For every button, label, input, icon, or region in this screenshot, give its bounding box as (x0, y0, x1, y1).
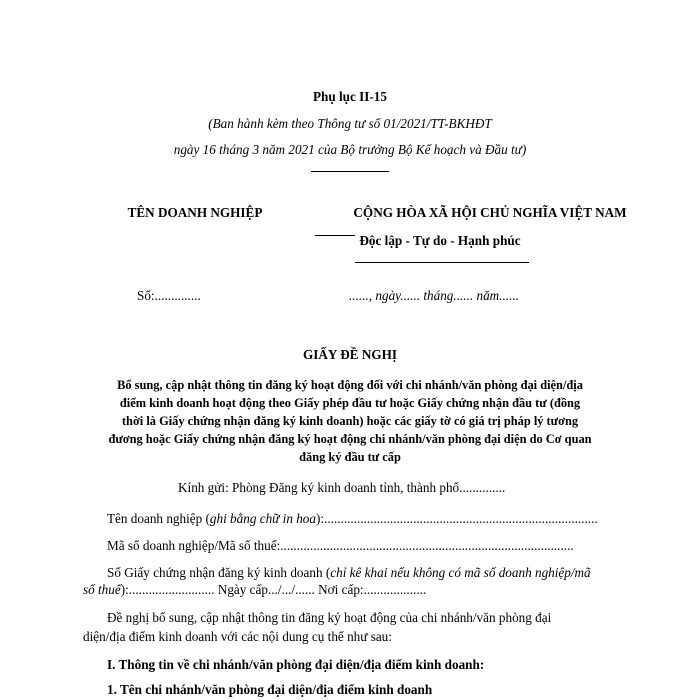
document-number: Số:.............. (137, 288, 201, 303)
date-line: ......, ngày...... tháng...... năm...... (349, 288, 519, 303)
title-sub-line: điểm kinh doanh hoạt động theo Giấy phép đầu tư hoặc Giấy chứng nhận đầu tư (đồng (119, 396, 581, 410)
company-name-label: Tên doanh nghiệp ( (107, 511, 210, 526)
tax-id-field: Mã số doanh nghiệp/Mã số thuế:......................................................................................... (107, 538, 574, 553)
addressee: Kính gửi: Phòng Đăng ký kinh doanh tỉnh, thành phố.............. (178, 480, 506, 495)
request-line-2: diện/địa điểm kinh doanh với các nội dung cụ thể như sau: (83, 629, 392, 644)
document-title: GIẤY ĐỀ NGHỊ (302, 347, 398, 362)
business-cert-field-cont (83, 580, 426, 599)
appendix-title: Phụ lục II-15 (312, 89, 387, 104)
issued-by-line-2: ngày 16 tháng 3 năm 2021 của Bộ trưởng Bộ Kế hoạch và Đầu tư) (173, 142, 527, 157)
title-sub-line: Bổ sung, cập nhật thông tin đăng ký hoạt động đối với chi nhánh/văn phòng đại diện/địa (117, 378, 583, 392)
business-cert-hint-cont: số thuế (83, 582, 121, 597)
header-divider (311, 171, 389, 172)
item-heading: 1. Tên chi nhánh/văn phòng đại diện/địa điểm kinh doanh (107, 682, 433, 697)
motto: Độc lập - Tự do - Hạnh phúc (359, 233, 521, 248)
business-cert-label: Số Giấy chứng nhận đăng ký kinh doanh ( (107, 565, 331, 580)
company-name-dots: ):................................................................................... (316, 511, 598, 526)
business-cert-rest: ):.......................... Ngày cấp.../.../...... Nơi cấp:................... (120, 582, 427, 597)
business-cert-hint: chỉ kê khai nếu không có mã số doanh nghiệp/mã (330, 565, 591, 580)
company-name-field (107, 509, 598, 528)
title-sub-line: đăng ký đầu tư cấp (299, 450, 401, 464)
republic-heading: CỘNG HÒA XÃ HỘI CHỦ NGHĨA VIỆT NAM (353, 205, 627, 220)
issued-by-line-1: (Ban hành kèm theo Thông tư số 01/2021/TT-BKHĐT (208, 116, 492, 131)
request-line-1: Đề nghị bổ sung, cập nhật thông tin đăng ký hoạt động của chi nhánh/văn phòng đại (107, 610, 552, 625)
company-name-heading: TÊN DOANH NGHIỆP (127, 205, 263, 220)
section-heading: I. Thông tin về chi nhánh/văn phòng đại diện/địa điểm kinh doanh: (107, 657, 485, 672)
company-name-hint: ghi bằng chữ in hoa (209, 511, 316, 526)
title-sub-line: thời là Giấy chứng nhận đăng ký kinh doanh) hoặc các giấy tờ có giá trị pháp lý tương (121, 414, 579, 428)
title-sub-line: đương hoặc Giấy chứng nhận đăng ký hoạt động chi nhánh/văn phòng đại diện do Cơ quan (108, 432, 592, 446)
motto-underline (355, 262, 529, 263)
